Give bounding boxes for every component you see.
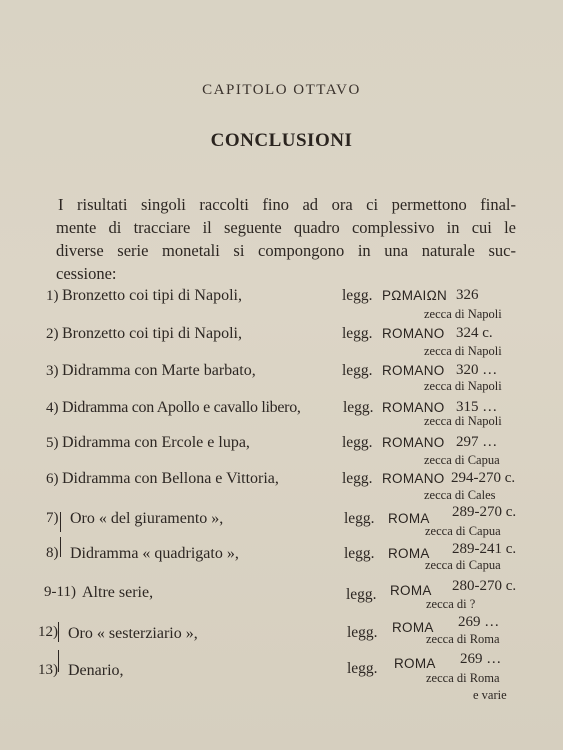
entry-legend: ROMANO	[382, 363, 445, 378]
entry-mint: zecca di Napoli	[424, 379, 502, 393]
chapter-heading: CAPITOLO OTTAVO	[202, 82, 361, 98]
entry-date: 280-270 c.	[452, 578, 517, 594]
intro-line: I risultati singoli raccolti fino ad ora ci permettono final-	[58, 195, 516, 214]
entry-legg: legg.	[347, 660, 378, 677]
entry-number: 3)	[46, 363, 59, 379]
entry-mint: zecca di Capua	[425, 558, 501, 572]
entry-description: Didramma con Bellona e Vittoria,	[62, 470, 279, 487]
entry-description: Didramma con Ercole e lupa,	[62, 434, 250, 451]
entry-date: 297 …	[456, 434, 498, 450]
entry-number: 13)	[38, 662, 58, 678]
entry-mint: zecca di Capua	[424, 453, 500, 467]
entry-number: 5)	[46, 435, 59, 451]
entry-legg: legg.	[342, 470, 373, 487]
entry-mint: zecca di Roma	[426, 671, 500, 685]
list-item	[0, 398, 563, 438]
entry-description: Oro « sesterziario »,	[68, 625, 198, 642]
entry-mint: zecca di Roma	[426, 632, 500, 646]
list-item	[0, 541, 563, 581]
entry-number: 1)	[46, 288, 59, 304]
entry-description: Altre serie,	[82, 584, 154, 601]
entry-mint: zecca di Napoli	[424, 307, 502, 321]
list-item	[0, 324, 563, 364]
entry-description: Denario,	[68, 662, 124, 679]
entry-legg: legg.	[342, 434, 373, 451]
entry-legg: legg.	[346, 586, 377, 603]
entry-mint-extra: e varie	[473, 688, 507, 702]
list-item	[0, 506, 563, 546]
list-item	[0, 361, 563, 401]
entry-legend: ROMANO	[382, 435, 445, 450]
entry-number: 2)	[46, 326, 59, 342]
entry-legend: ΡΩΜΑΙΩΝ	[382, 288, 448, 303]
intro-line: cessione:	[56, 264, 117, 283]
entry-mint: zecca di Cales	[424, 488, 496, 502]
entry-legend: ROMA	[394, 656, 436, 671]
entry-legend: ROMA	[390, 583, 432, 598]
entry-description: Didramma « quadrigato »,	[70, 545, 239, 562]
page-title: CONCLUSIONI	[210, 130, 353, 151]
entry-date: 289-241 c.	[452, 541, 517, 557]
entry-mint: zecca di ?	[426, 597, 476, 611]
entry-legg: legg.	[342, 362, 373, 379]
entry-mint: zecca di Napoli	[424, 414, 502, 428]
entry-date: 320 …	[456, 362, 498, 378]
entry-date: 289-270 c.	[452, 504, 517, 520]
entry-date: 315 …	[456, 399, 498, 415]
list-item	[0, 469, 563, 509]
list-item	[0, 286, 563, 326]
entry-number: 8)	[46, 545, 59, 561]
list-item	[0, 433, 563, 473]
entry-description: Bronzetto coi tipi di Napoli,	[62, 325, 242, 342]
entry-legend: ROMA	[388, 511, 430, 526]
entry-description: Bronzetto coi tipi di Napoli,	[62, 287, 242, 304]
entry-date: 326	[456, 287, 479, 303]
list-item	[0, 651, 563, 716]
entry-date: 269 …	[458, 614, 500, 630]
entry-legend: ROMANO	[382, 326, 445, 341]
entry-legg: legg.	[343, 399, 374, 416]
entry-legg: legg.	[344, 545, 375, 562]
entry-legend: ROMA	[392, 620, 434, 635]
entry-legg: legg.	[342, 325, 373, 342]
entry-number: 7)	[46, 510, 59, 526]
entry-legg: legg.	[342, 287, 373, 304]
entry-mint: zecca di Napoli	[424, 344, 502, 358]
entry-legg: legg.	[344, 510, 375, 527]
entry-description: Oro « del giuramento »,	[70, 510, 224, 527]
entry-description: Didramma con Marte barbato,	[62, 362, 256, 379]
entry-legend: ROMANO	[382, 400, 445, 415]
entry-number: 9-11)	[44, 584, 76, 600]
entry-number: 6)	[46, 471, 59, 487]
entry-description: Didramma con Apollo e cavallo libero,	[62, 399, 301, 416]
entry-number: 12)	[38, 624, 58, 640]
entry-date: 324 c.	[456, 325, 493, 341]
intro-line: mente di tracciare il seguente quadro complessivo in cui le	[56, 218, 516, 237]
entry-number: 4)	[46, 400, 59, 416]
entry-date: 269 …	[460, 651, 502, 667]
entry-mint: zecca di Capua	[425, 524, 501, 538]
entry-legend: ROMANO	[382, 471, 445, 486]
entry-date: 294-270 c.	[451, 470, 516, 486]
entry-legg: legg.	[347, 624, 378, 641]
intro-line: diverse serie monetali si compongono in una naturale suc-	[56, 241, 516, 260]
entry-legend: ROMA	[388, 546, 430, 561]
